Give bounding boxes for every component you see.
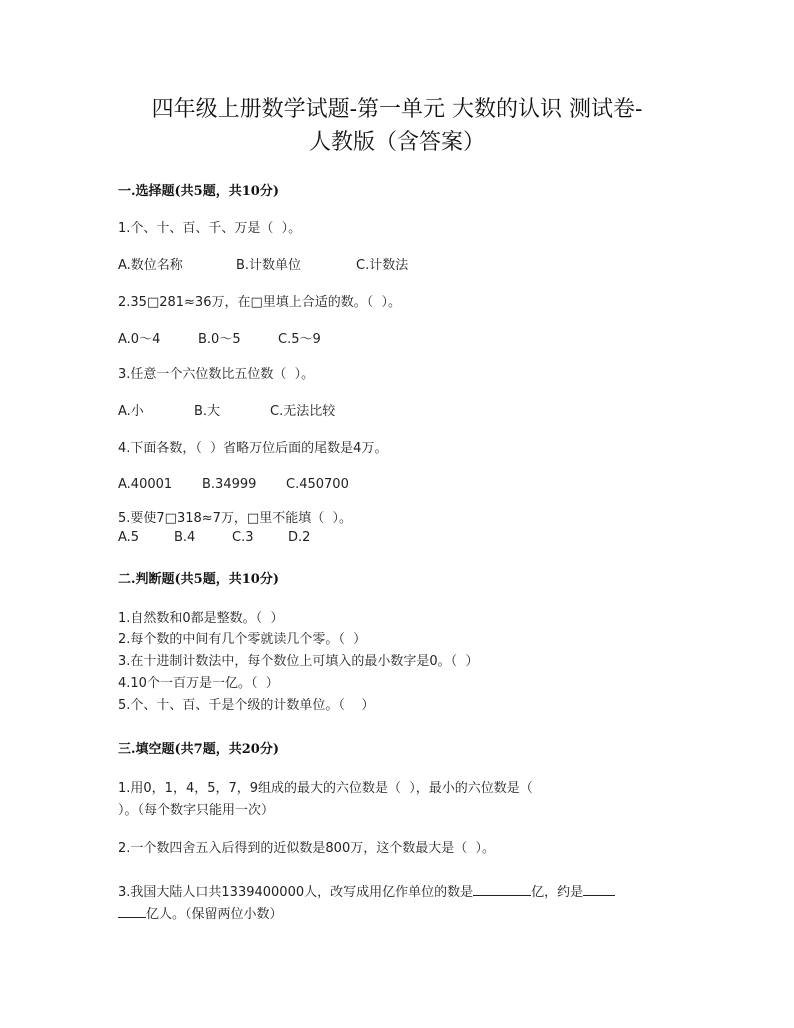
- option-b: B.0～5: [198, 332, 241, 347]
- document-title-line-1: 四年级上册数学试题-第一单元 大数的认识 测试卷-: [151, 97, 643, 122]
- fill-question-3-line-1: [118, 881, 615, 902]
- option-a: A.0～4: [118, 332, 161, 347]
- fill-question-1-line-2: ）。（每个数字只能用一次）: [118, 803, 275, 818]
- option-c: C.3: [232, 530, 254, 545]
- fill-question-3-text-c: 亿人。（保留两位小数）: [146, 907, 283, 922]
- option-a: A.5: [118, 530, 140, 545]
- option-d: D.2: [288, 530, 311, 545]
- answer-blank[interactable]: [473, 881, 531, 896]
- section-heading-judgement: 二.判断题(共5题，共10分): [118, 572, 279, 587]
- option-a: A.40001: [118, 477, 173, 492]
- option-b: B.34999: [202, 477, 257, 492]
- choice-question-4: 4.下面各数，（ ）省略万位后面的尾数是4万。: [118, 441, 388, 456]
- option-b: B.大: [194, 404, 221, 419]
- option-a: A.小: [118, 404, 144, 419]
- document-title-line-2: 人教版（含答案）: [308, 130, 485, 155]
- choice-question-2: 2.35□281≈36万，在□里填上合适的数。（ ）。: [118, 295, 402, 310]
- option-a: A.数位名称: [118, 258, 183, 273]
- answer-blank[interactable]: [583, 881, 615, 896]
- judgement-item-1: 1.自然数和0都是整数。（ ）: [118, 611, 284, 626]
- option-b: B.计数单位: [236, 258, 302, 273]
- option-c: C.计数法: [356, 258, 409, 273]
- fill-question-2: 2.一个数四舍五入后得到的近似数是800万，这个数最大是（ ）。: [118, 841, 495, 856]
- fill-question-3-text-a: 3.我国大陆人口共1339400000人，改写成用亿作单位的数是: [118, 885, 474, 900]
- choice-question-3: 3.任意一个六位数比五位数（ ）。: [118, 367, 315, 382]
- option-c: C.450700: [286, 477, 349, 492]
- section-heading-fill-blank: 三.填空题(共7题，共20分): [118, 742, 279, 757]
- judgement-item-4: 4.10个一百万是一亿。（ ）: [118, 676, 279, 691]
- option-c: C.无法比较: [270, 404, 336, 419]
- answer-blank[interactable]: [118, 903, 146, 918]
- option-c: C.5～9: [278, 332, 321, 347]
- fill-question-3-text-b: 亿，约是: [531, 885, 584, 900]
- choice-question-5: 5.要使7□318≈7万，□里不能填（ ）。: [118, 511, 352, 526]
- option-b: B.4: [174, 530, 196, 545]
- judgement-item-2: 2.每个数的中间有几个零就读几个零。（ ）: [118, 632, 367, 647]
- section-heading-choice: 一.选择题(共5题，共10分): [118, 184, 279, 199]
- choice-question-1: 1.个、十、百、千、万是（ ）。: [118, 221, 302, 236]
- fill-question-1-line-1: 1.用0，1，4，5，7，9组成的最大的六位数是（ ），最小的六位数是（: [118, 781, 533, 796]
- judgement-item-5: 5.个、十、百、千是个级的计数单位。（ ）: [118, 698, 375, 713]
- fill-question-3-line-2: [118, 903, 283, 924]
- judgement-item-3: 3.在十进制计数法中，每个数位上可填入的最小数字是0。（ ）: [118, 654, 479, 669]
